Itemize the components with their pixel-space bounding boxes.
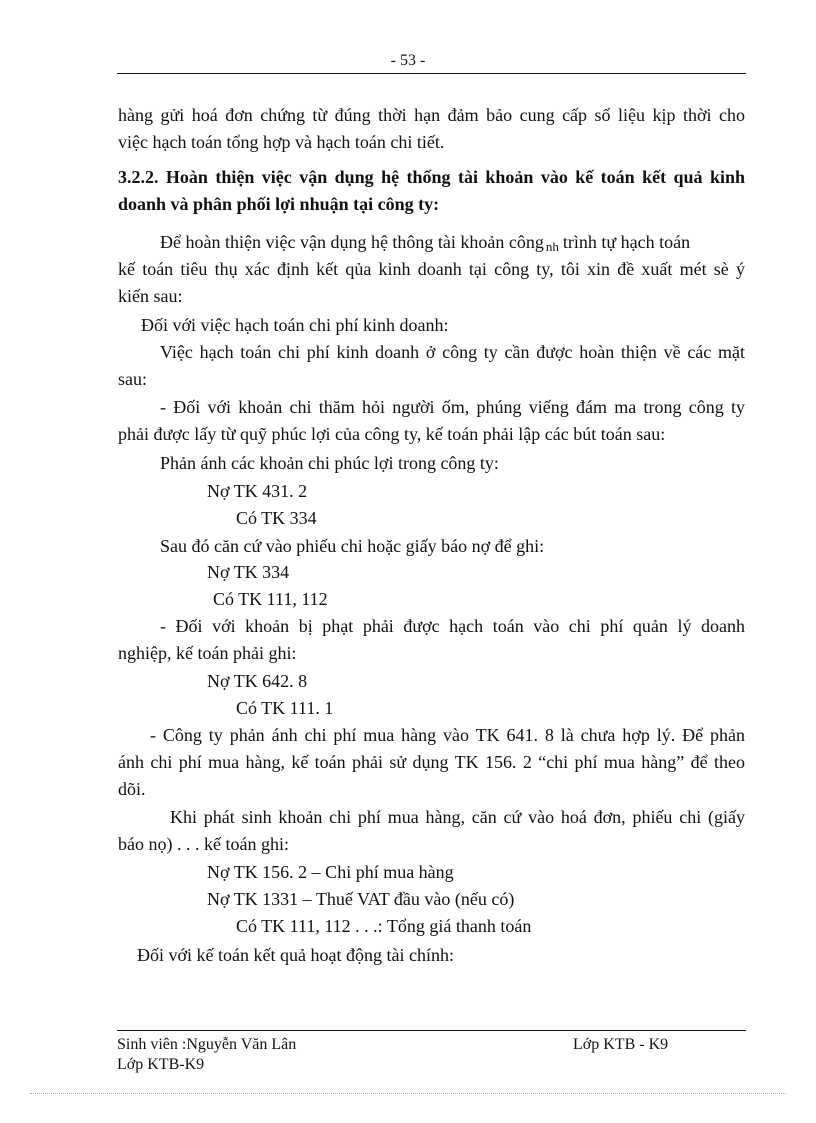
footer-class-right: Lớp KTB - K9 — [573, 1036, 669, 1053]
text-line: - Đối với khoản bị phạt phải được hạch toán vào chi phí quản lý doanh — [160, 616, 745, 636]
text-line: việc hạch toán tổng hợp và hạch toán chi tiết. — [118, 132, 445, 152]
section-heading-line-1: 3.2.2. Hoàn thiện việc vận dụng hệ thống tài khoản vào kế toán kết quả kinh — [118, 167, 745, 187]
page-edge-dots — [30, 1093, 786, 1094]
text-line: kế toán tiêu thụ xác định kết qủa kinh doanh tại công ty, tôi xin đề xuất mét sè ý — [118, 259, 745, 279]
subheading: Đối với việc hạch toán chi phí kinh doanh: — [141, 315, 449, 335]
text-line: phải được lấy từ quỹ phúc lợi của công ty, kế toán phải lập các bút toán sau: — [118, 424, 666, 444]
journal-entry: Nợ TK 642. 8 — [207, 671, 308, 691]
subscript-fragment: nh — [545, 239, 559, 254]
text-line: dõi. — [118, 779, 146, 799]
journal-entry: Có TK 111. 1 — [236, 698, 334, 718]
page-number: - 53 - — [390, 52, 426, 69]
journal-entry: Nợ TK 334 — [207, 562, 290, 582]
header-rule — [117, 73, 746, 74]
text-fragment: Để hoàn thiện việc vận dụng hệ thông tài khoản công — [160, 232, 544, 252]
text-line: - Công ty phản ánh chi phí mua hàng vào TK 641. 8 là chưa hợp lý. Để phản — [150, 725, 745, 745]
text-line: - Đối với khoản chi thăm hỏi người ốm, phúng viếng đám ma trong công ty — [160, 397, 745, 417]
footer-rule — [117, 1030, 746, 1031]
journal-entry: Nợ TK 431. 2 — [207, 481, 308, 501]
text-line: sau: — [118, 369, 147, 389]
text-line: báo nọ) . . . kế toán ghi: — [118, 834, 289, 854]
text-line: Sau đó căn cứ vào phiếu chi hoặc giấy báo nợ để ghi: — [160, 536, 545, 556]
journal-entry: Nợ TK 156. 2 – Chi phí mua hàng — [207, 862, 454, 882]
text-fragment: trình tự hạch toán — [562, 232, 691, 252]
text-line: nghiệp, kế toán phải ghi: — [118, 643, 297, 663]
journal-entry: Nợ TK 1331 – Thuế VAT đầu vào (nếu có) — [207, 889, 515, 909]
journal-entry: Có TK 334 — [236, 508, 317, 528]
text-line: Việc hạch toán chi phí kinh doanh ở công ty cần được hoàn thiện về các mặt — [160, 342, 745, 362]
text-line — [160, 229, 690, 257]
section-heading-line-2: doanh và phân phối lợi nhuận tại công ty: — [118, 194, 440, 214]
footer-class-left: Lớp KTB-K9 — [117, 1056, 205, 1073]
text-line: hàng gửi hoá đơn chứng từ đúng thời hạn đảm bảo cung cấp số liệu kịp thời cho — [118, 105, 745, 125]
text-line: ánh chi phí mua hàng, kế toán phải sử dụng TK 156. 2 “chi phí mua hàng” để theo — [118, 752, 745, 772]
subheading: Đối với kế toán kết quả hoạt động tài chính: — [137, 945, 454, 965]
journal-entry: Có TK 111, 112 — [213, 589, 328, 609]
journal-entry: Có TK 111, 112 . . .: Tổng giá thanh toán — [236, 916, 532, 936]
text-line: kiến sau: — [118, 286, 183, 306]
text-line: Khi phát sinh khoản chi phí mua hàng, căn cứ vào hoá đơn, phiếu chi (giấy — [170, 807, 745, 827]
text-line: Phản ánh các khoản chi phúc lợi trong công ty: — [160, 453, 499, 473]
footer-student-name: Sinh viên :Nguyễn Văn Lân — [117, 1036, 297, 1053]
